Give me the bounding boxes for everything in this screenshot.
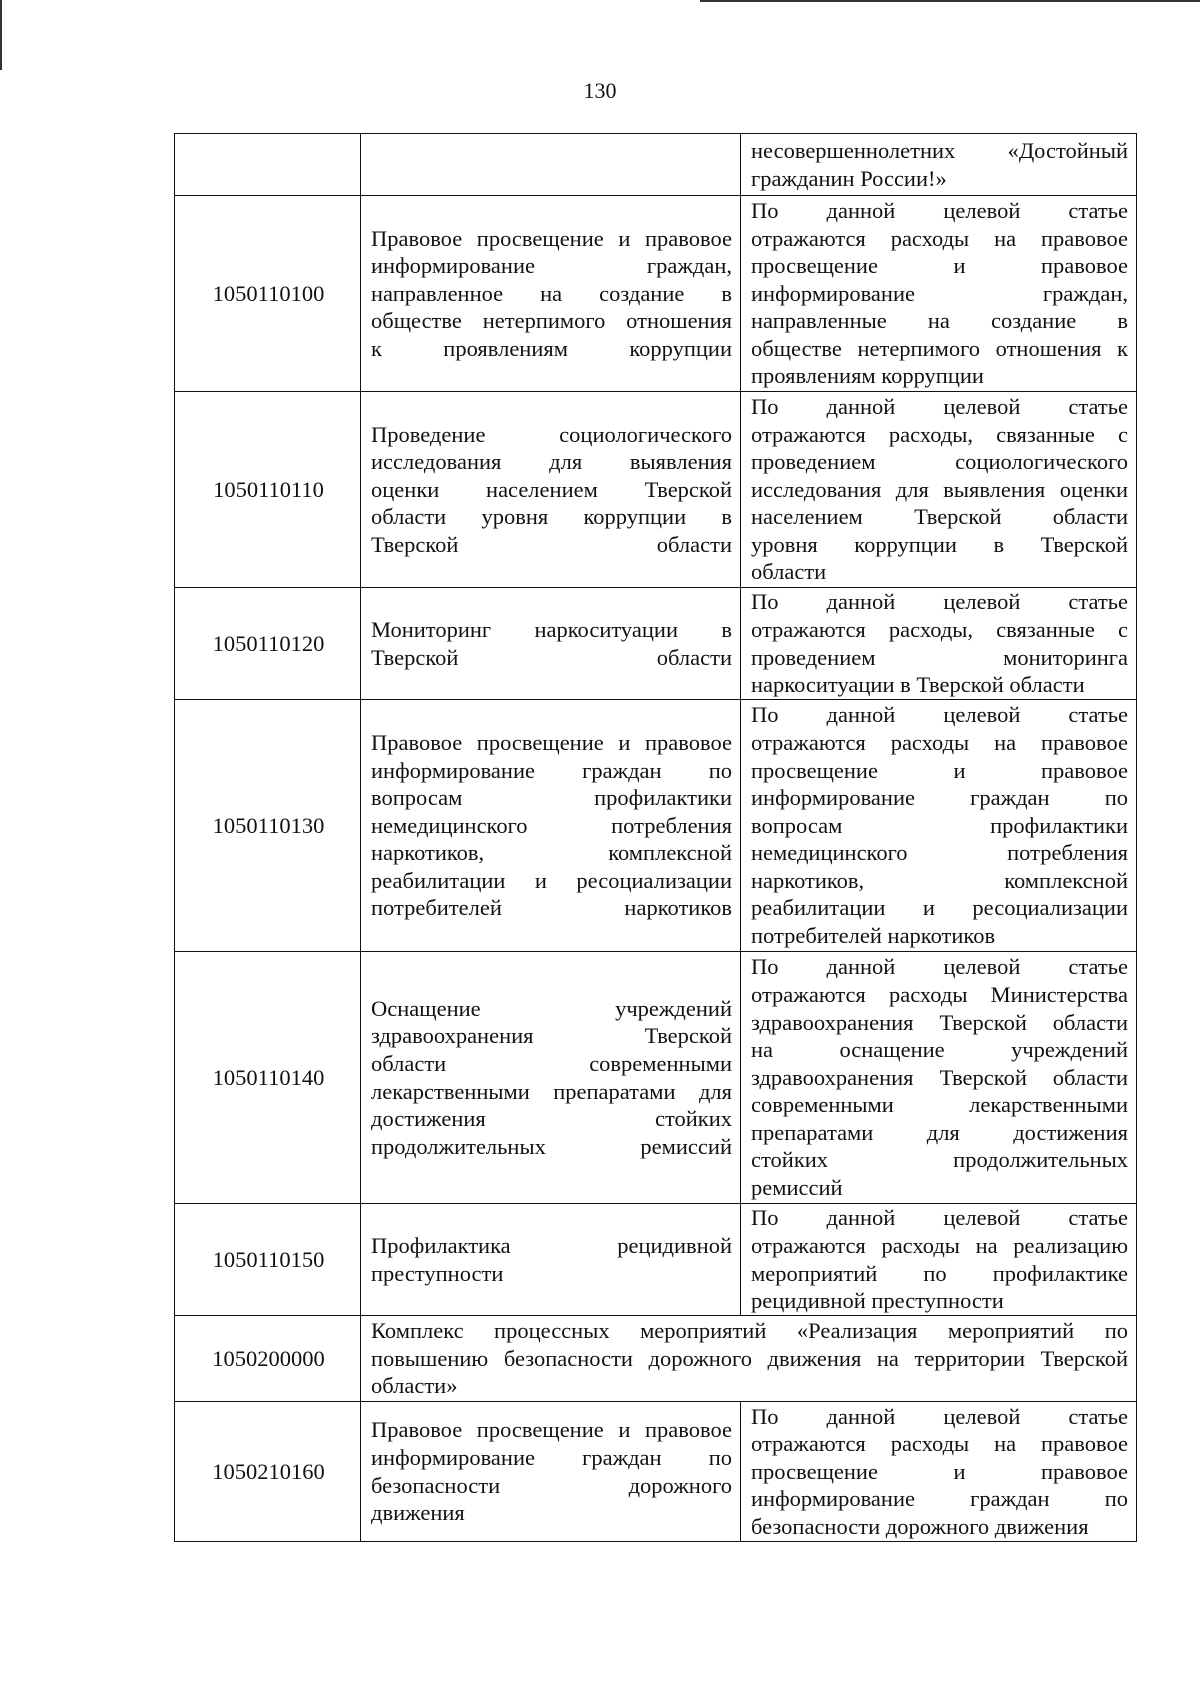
text-line: области»: [371, 1373, 458, 1399]
text-line: информирование граждан по: [751, 1486, 1128, 1512]
text-line: здравоохранения Тверской области: [751, 1009, 1128, 1035]
text-line: вопросам профилактики: [751, 812, 1128, 838]
text-line: проведением мониторинга: [751, 644, 1128, 670]
text-line: отражаются расходы на правовое: [751, 225, 1128, 251]
text-line: проявлениям коррупции: [751, 363, 984, 389]
text-line: движения: [371, 1500, 465, 1526]
text-line: на оснащение учреждений: [751, 1037, 1128, 1063]
text-line: информирование граждан по: [371, 1444, 732, 1470]
article-name: [361, 1402, 741, 1542]
table-row: [175, 1204, 1137, 1316]
text-line: лекарственными препаратами для: [371, 1078, 732, 1104]
text-line: наркоситуации в Тверской области: [751, 672, 1085, 698]
text-line: реабилитации и ресоциализации: [751, 895, 1128, 921]
table-row: [175, 588, 1137, 700]
text-line: По данной целевой статье: [751, 954, 1128, 980]
text-line: безопасности дорожного движения: [751, 1513, 1089, 1539]
text-line: Правовое просвещение и правовое: [371, 1417, 732, 1443]
article-code: 1050110100: [175, 196, 361, 392]
text-line: проведением социологического: [751, 449, 1128, 475]
text-line: информирование граждан по: [371, 757, 732, 783]
table-row: [175, 1402, 1137, 1542]
text-line: области уровня коррупции в: [371, 504, 732, 530]
text-line: отражаются расходы на правовое: [751, 729, 1128, 755]
text-line: Мониторинг наркоситуации в: [371, 616, 732, 642]
section-title: [361, 1316, 1137, 1402]
article-description: [741, 392, 1137, 588]
text-line: к проявлениям коррупции: [371, 335, 732, 361]
article-code: 1050110140: [175, 952, 361, 1204]
text-line: ремиссий: [751, 1175, 843, 1201]
text-line: здравоохранения Тверской области: [751, 1064, 1128, 1090]
table-body: [175, 134, 1137, 1542]
table-row: [175, 700, 1137, 952]
text-line: Правовое просвещение и правовое: [371, 225, 732, 251]
text-line: вопросам профилактики: [371, 785, 732, 811]
text-line: наркотиков, комплексной: [371, 840, 732, 866]
text-line: просвещение и правовое: [751, 1458, 1128, 1484]
text-line: Тверской области: [371, 644, 732, 670]
text-line: отражаются расходы, связанные с: [751, 421, 1128, 447]
text-line: стойких продолжительных: [751, 1147, 1128, 1173]
table-row: [175, 1316, 1137, 1402]
text-line: несовершеннолетних «Достойный: [751, 137, 1128, 163]
text-line: области современными: [371, 1050, 732, 1076]
text-line: исследования для выявления оценки: [751, 476, 1128, 502]
text-line: отражаются расходы Министерства: [751, 981, 1128, 1007]
text-line: рецидивной преступности: [751, 1288, 1004, 1314]
text-line: немедицинского потребления: [371, 812, 732, 838]
page-number: 130: [583, 78, 617, 103]
text-line: Оснащение учреждений: [371, 995, 732, 1021]
text-line: мероприятий по профилактике: [751, 1260, 1128, 1286]
text-line: направленное на создание в: [371, 280, 732, 306]
article-code: [175, 134, 361, 196]
article-name: [361, 392, 741, 588]
text-line: отражаются расходы на правовое: [751, 1431, 1128, 1457]
table-row: [175, 392, 1137, 588]
text-line: современными лекарственными: [751, 1092, 1128, 1118]
budget-articles-table: [174, 133, 1137, 1542]
text-line: информирование граждан,: [751, 280, 1128, 306]
text-line: наркотиков, комплексной: [751, 867, 1128, 893]
text-line: оценки населением Тверской: [371, 476, 732, 502]
text-line: препаратами для достижения: [751, 1119, 1128, 1145]
text-line: информирование граждан,: [371, 253, 732, 279]
text-line: населением Тверской области: [751, 504, 1128, 530]
text-line: По данной целевой статье: [751, 1403, 1128, 1429]
article-code: 1050110130: [175, 700, 361, 952]
article-name: [361, 134, 741, 196]
article-code: 1050110110: [175, 392, 361, 588]
article-description: [741, 700, 1137, 952]
text-line: уровня коррупции в Тверской: [751, 531, 1128, 557]
text-line: безопасности дорожного: [371, 1472, 732, 1498]
text-line: немедицинского потребления: [751, 840, 1128, 866]
text-line: Профилактика рецидивной: [371, 1232, 732, 1258]
text-line: Тверской области: [371, 531, 732, 557]
text-line: просвещение и правовое: [751, 253, 1128, 279]
text-line: здравоохранения Тверской: [371, 1023, 732, 1049]
text-line: обществе нетерпимого отношения: [371, 308, 732, 334]
text-line: исследования для выявления: [371, 449, 732, 475]
article-description: [741, 134, 1137, 196]
text-line: повышению безопасности дорожного движения на территории Тверской: [371, 1345, 1128, 1371]
text-line: Проведение социологического: [371, 421, 732, 447]
text-line: гражданин России!»: [751, 165, 947, 191]
article-name: [361, 700, 741, 952]
text-line: достижения стойких: [371, 1106, 732, 1132]
text-line: просвещение и правовое: [751, 757, 1128, 783]
text-line: обществе нетерпимого отношения к: [751, 335, 1128, 361]
text-line: реабилитации и ресоциализации: [371, 867, 732, 893]
text-line: преступности: [371, 1260, 504, 1286]
text-line: отражаются расходы, связанные с: [751, 616, 1128, 642]
text-line: По данной целевой статье: [751, 589, 1128, 615]
article-name: [361, 588, 741, 700]
text-line: продолжительных ремиссий: [371, 1133, 732, 1159]
text-line: отражаются расходы на реализацию: [751, 1232, 1128, 1258]
article-name: [361, 196, 741, 392]
scan-edge-top: [700, 0, 1200, 2]
text-line: По данной целевой статье: [751, 197, 1128, 223]
text-line: потребителей наркотиков: [751, 923, 996, 949]
article-description: [741, 1204, 1137, 1316]
text-line: потребителей наркотиков: [371, 895, 732, 921]
text-line: По данной целевой статье: [751, 1205, 1128, 1231]
article-name: [361, 952, 741, 1204]
text-line: Правовое просвещение и правовое: [371, 729, 732, 755]
text-line: Комплекс процессных мероприятий «Реализация мероприятий по: [371, 1318, 1128, 1344]
scan-edge-left: [0, 0, 2, 70]
text-line: По данной целевой статье: [751, 393, 1128, 419]
article-code: 1050110120: [175, 588, 361, 700]
text-line: направленные на создание в: [751, 308, 1128, 334]
article-code: 1050110150: [175, 1204, 361, 1316]
article-description: [741, 588, 1137, 700]
table-row: [175, 196, 1137, 392]
text-line: По данной целевой статье: [751, 702, 1128, 728]
text-line: области: [751, 559, 827, 585]
article-code: 1050210160: [175, 1402, 361, 1542]
article-description: [741, 952, 1137, 1204]
article-description: [741, 196, 1137, 392]
article-description: [741, 1402, 1137, 1542]
article-name: [361, 1204, 741, 1316]
article-code: 1050200000: [175, 1316, 361, 1402]
text-line: информирование граждан по: [751, 785, 1128, 811]
table-row: [175, 134, 1137, 196]
table-row: [175, 952, 1137, 1204]
